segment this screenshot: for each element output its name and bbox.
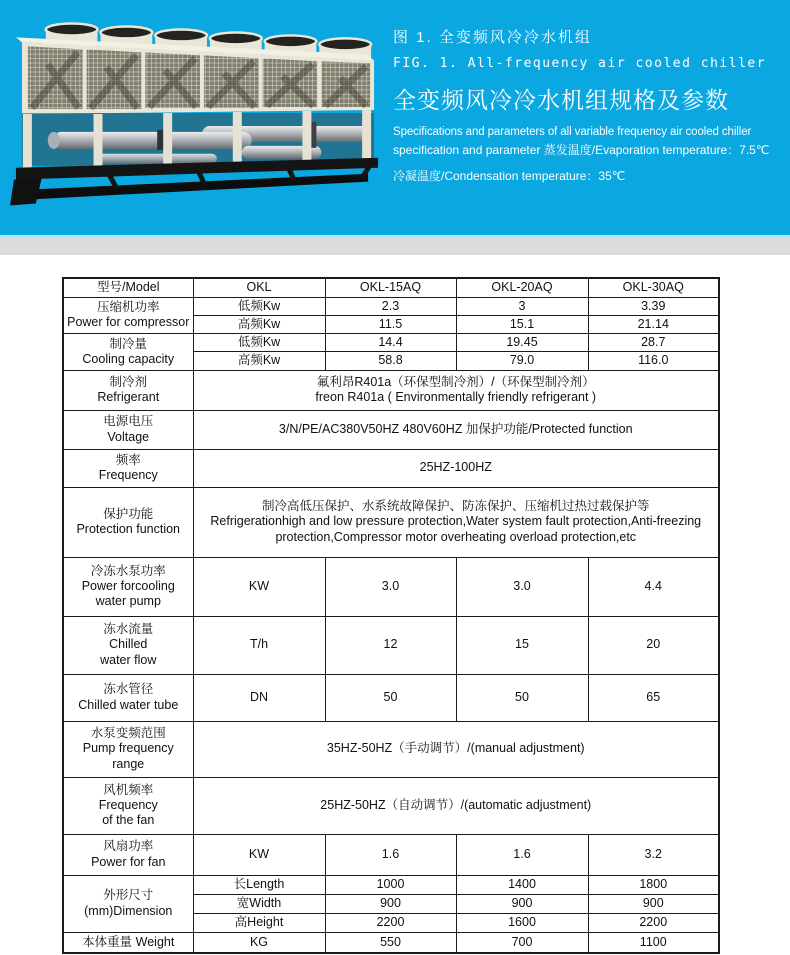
table-cell: 28.7 <box>588 334 719 352</box>
gray-divider-band <box>0 238 790 255</box>
table-row-frequency <box>63 449 719 487</box>
table-cell: T/h <box>193 616 325 674</box>
table-cell: 2200 <box>588 913 719 932</box>
hero-text-block <box>393 26 785 184</box>
table-row-model <box>63 278 719 297</box>
table-cell: 1000 <box>325 875 456 894</box>
table-cell: 900 <box>588 894 719 913</box>
row-label-cn: 冷冻水泵功率 <box>90 563 166 578</box>
row-label <box>63 487 193 557</box>
table-row-fan-power <box>63 834 719 875</box>
table-cell: OKL-15AQ <box>325 278 456 297</box>
table-cell: DN <box>193 674 325 721</box>
row-label-en2: of the fan <box>102 813 155 828</box>
row-label-en: Refrigerant <box>97 390 160 404</box>
table-cell: 3/N/PE/AC380V50HZ 480V60HZ 加保护功能/Protected function <box>193 410 719 449</box>
table-cell: 19.45 <box>456 334 588 352</box>
table-cell: 900 <box>325 894 456 913</box>
table-cell: 35HZ-50HZ（手动调节）/(manual adjustment) <box>193 721 719 777</box>
subtitle-line1: Specifications and parameters of all variable frequency air cooled chiller <box>393 126 752 138</box>
table-cell: 50 <box>456 674 588 721</box>
row-label-en: (mm)Dimension <box>84 903 173 918</box>
table-cell: OKL-20AQ <box>456 278 588 297</box>
table-cell: 900 <box>456 894 588 913</box>
table-row-cooling-low <box>63 334 719 352</box>
row-label <box>63 777 193 834</box>
table-cell: 高频Kw <box>193 315 325 333</box>
table-cell: 1800 <box>588 875 719 894</box>
table-cell: 25HZ-100HZ <box>193 449 719 487</box>
row-label-cn: 电源电压 <box>103 414 154 429</box>
row-label-cn: 压缩机功率 <box>96 300 160 314</box>
chiller-photo-illustration <box>8 4 386 232</box>
table-row-weight <box>63 932 719 953</box>
table-cell: 2.3 <box>325 297 456 315</box>
table-row-dimension-length <box>63 875 719 894</box>
refrigerant-value-cn: 氟利昂R401a（环保型制冷剂）/（环保型制冷剂） <box>316 374 595 389</box>
table-cell: 65 <box>588 674 719 721</box>
table-cell: 宽Width <box>193 894 325 913</box>
table-cell: 低频Kw <box>193 334 325 352</box>
row-label-en: Power forcooling <box>81 578 175 593</box>
table-cell: 14.4 <box>325 334 456 352</box>
row-label <box>63 449 193 487</box>
protection-value-en: Refrigerationhigh and low pressure protection,Water system fault protection,Anti-freezing protection,Compressor motor overheating overload protection,etc <box>210 514 702 544</box>
table-row-water-tube <box>63 674 719 721</box>
table-cell: KW <box>193 557 325 616</box>
table-cell: 型号/Model <box>63 278 193 297</box>
protection-value-cn: 制冷高低压保护、水系统故障保护、防冻保护、压缩机过热过载保护等 <box>261 499 650 514</box>
table-cell: 15 <box>456 616 588 674</box>
hero-banner <box>0 0 790 235</box>
row-label-en2: water flow <box>100 652 157 667</box>
chiller-photo <box>8 4 386 232</box>
row-label-en: Voltage <box>107 429 150 444</box>
row-label <box>63 616 193 674</box>
table-cell: 3.39 <box>588 297 719 315</box>
table-cell: 15.1 <box>456 315 588 333</box>
row-label-en: Power for fan <box>91 854 166 869</box>
table-cell: 低频Kw <box>193 297 325 315</box>
table-cell: OKL <box>193 278 325 297</box>
table-row-compressor-low <box>63 297 719 315</box>
subtitle-line3: 冷凝温度/Condensation temperature：35℃ <box>393 169 626 183</box>
table-cell: 高Height <box>193 913 325 932</box>
table-cell: 1.6 <box>456 834 588 875</box>
row-label-cn: 保护功能 <box>103 506 154 521</box>
row-label-cn: 风扇功率 <box>103 839 154 854</box>
table-cell: 116.0 <box>588 352 719 370</box>
row-label <box>63 674 193 721</box>
row-label-en: Chilled water tube <box>78 697 179 712</box>
table-row-pump-power <box>63 557 719 616</box>
row-label-cn: 风机频率 <box>103 782 154 797</box>
row-label-cn: 水泵变频范围 <box>90 726 166 741</box>
table-cell: 4.4 <box>588 557 719 616</box>
spec-table-zone <box>0 255 790 954</box>
page-title: 全变频风冷冷水机组规格及参数 <box>393 87 729 113</box>
row-label <box>63 370 193 410</box>
table-row-pump-frequency <box>63 721 719 777</box>
table-cell: 3.0 <box>456 557 588 616</box>
row-label-en: Protection function <box>76 522 181 536</box>
table-cell: OKL-30AQ <box>588 278 719 297</box>
table-cell: 12 <box>325 616 456 674</box>
row-label-en: Pump frequency <box>82 741 174 756</box>
table-cell: 20 <box>588 616 719 674</box>
table-cell: KG <box>193 932 325 953</box>
figure-caption-en: FIG. 1. All-frequency air cooled chiller <box>393 56 767 71</box>
row-label <box>63 557 193 616</box>
row-label-cn: 制冷剂 <box>109 374 147 389</box>
table-cell: 3 <box>456 297 588 315</box>
spec-table <box>62 277 720 954</box>
row-label-en2: water pump <box>95 594 161 609</box>
table-cell: 11.5 <box>325 315 456 333</box>
row-label-en: Power for compressor <box>67 315 190 330</box>
table-row-voltage <box>63 410 719 449</box>
row-label <box>63 875 193 932</box>
row-label-cn: 频率 <box>115 452 141 467</box>
table-cell: 50 <box>325 674 456 721</box>
table-cell: KW <box>193 834 325 875</box>
row-label-en2: range <box>112 756 145 771</box>
table-cell: 1400 <box>456 875 588 894</box>
table-cell: 700 <box>456 932 588 953</box>
row-label-cn: 制冷量 <box>109 336 147 351</box>
row-label-cn: 冻水流量 <box>103 622 154 637</box>
table-cell: 58.8 <box>325 352 456 370</box>
row-label <box>63 721 193 777</box>
table-cell: 79.0 <box>456 352 588 370</box>
row-label <box>63 334 193 371</box>
row-label-en: Frequency <box>98 797 158 812</box>
row-label: 本体重量 Weight <box>63 932 193 953</box>
table-cell: 21.14 <box>588 315 719 333</box>
table-cell <box>193 487 719 557</box>
row-label-en: Frequency <box>98 468 158 482</box>
subtitle-line2: specification and parameter 蒸发温度/Evaporation temperature：7.5℃ <box>393 143 770 157</box>
table-cell: 1600 <box>456 913 588 932</box>
refrigerant-value-en: freon R401a ( Environmentally friendly refrigerant ) <box>315 390 597 404</box>
table-cell <box>193 370 719 410</box>
table-cell: 2200 <box>325 913 456 932</box>
row-label <box>63 297 193 334</box>
table-cell: 550 <box>325 932 456 953</box>
table-cell: 3.2 <box>588 834 719 875</box>
table-cell: 1100 <box>588 932 719 953</box>
table-row-protection <box>63 487 719 557</box>
table-cell: 长Length <box>193 875 325 894</box>
table-row-fan-frequency <box>63 777 719 834</box>
row-label <box>63 834 193 875</box>
table-cell: 3.0 <box>325 557 456 616</box>
row-label-en: Chilled <box>109 637 148 652</box>
figure-caption-cn: 图 1. 全变频风冷冷水机组 <box>393 29 592 46</box>
table-cell: 25HZ-50HZ（自动调节）/(automatic adjustment) <box>193 777 719 834</box>
row-label-en: Cooling capacity <box>82 351 175 366</box>
table-cell: 1.6 <box>325 834 456 875</box>
row-label-cn: 外形尺寸 <box>103 888 154 903</box>
table-cell: 高频Kw <box>193 352 325 370</box>
table-row-water-flow <box>63 616 719 674</box>
table-row-refrigerant <box>63 370 719 410</box>
row-label-cn: 冻水管径 <box>103 682 154 697</box>
row-label <box>63 410 193 449</box>
